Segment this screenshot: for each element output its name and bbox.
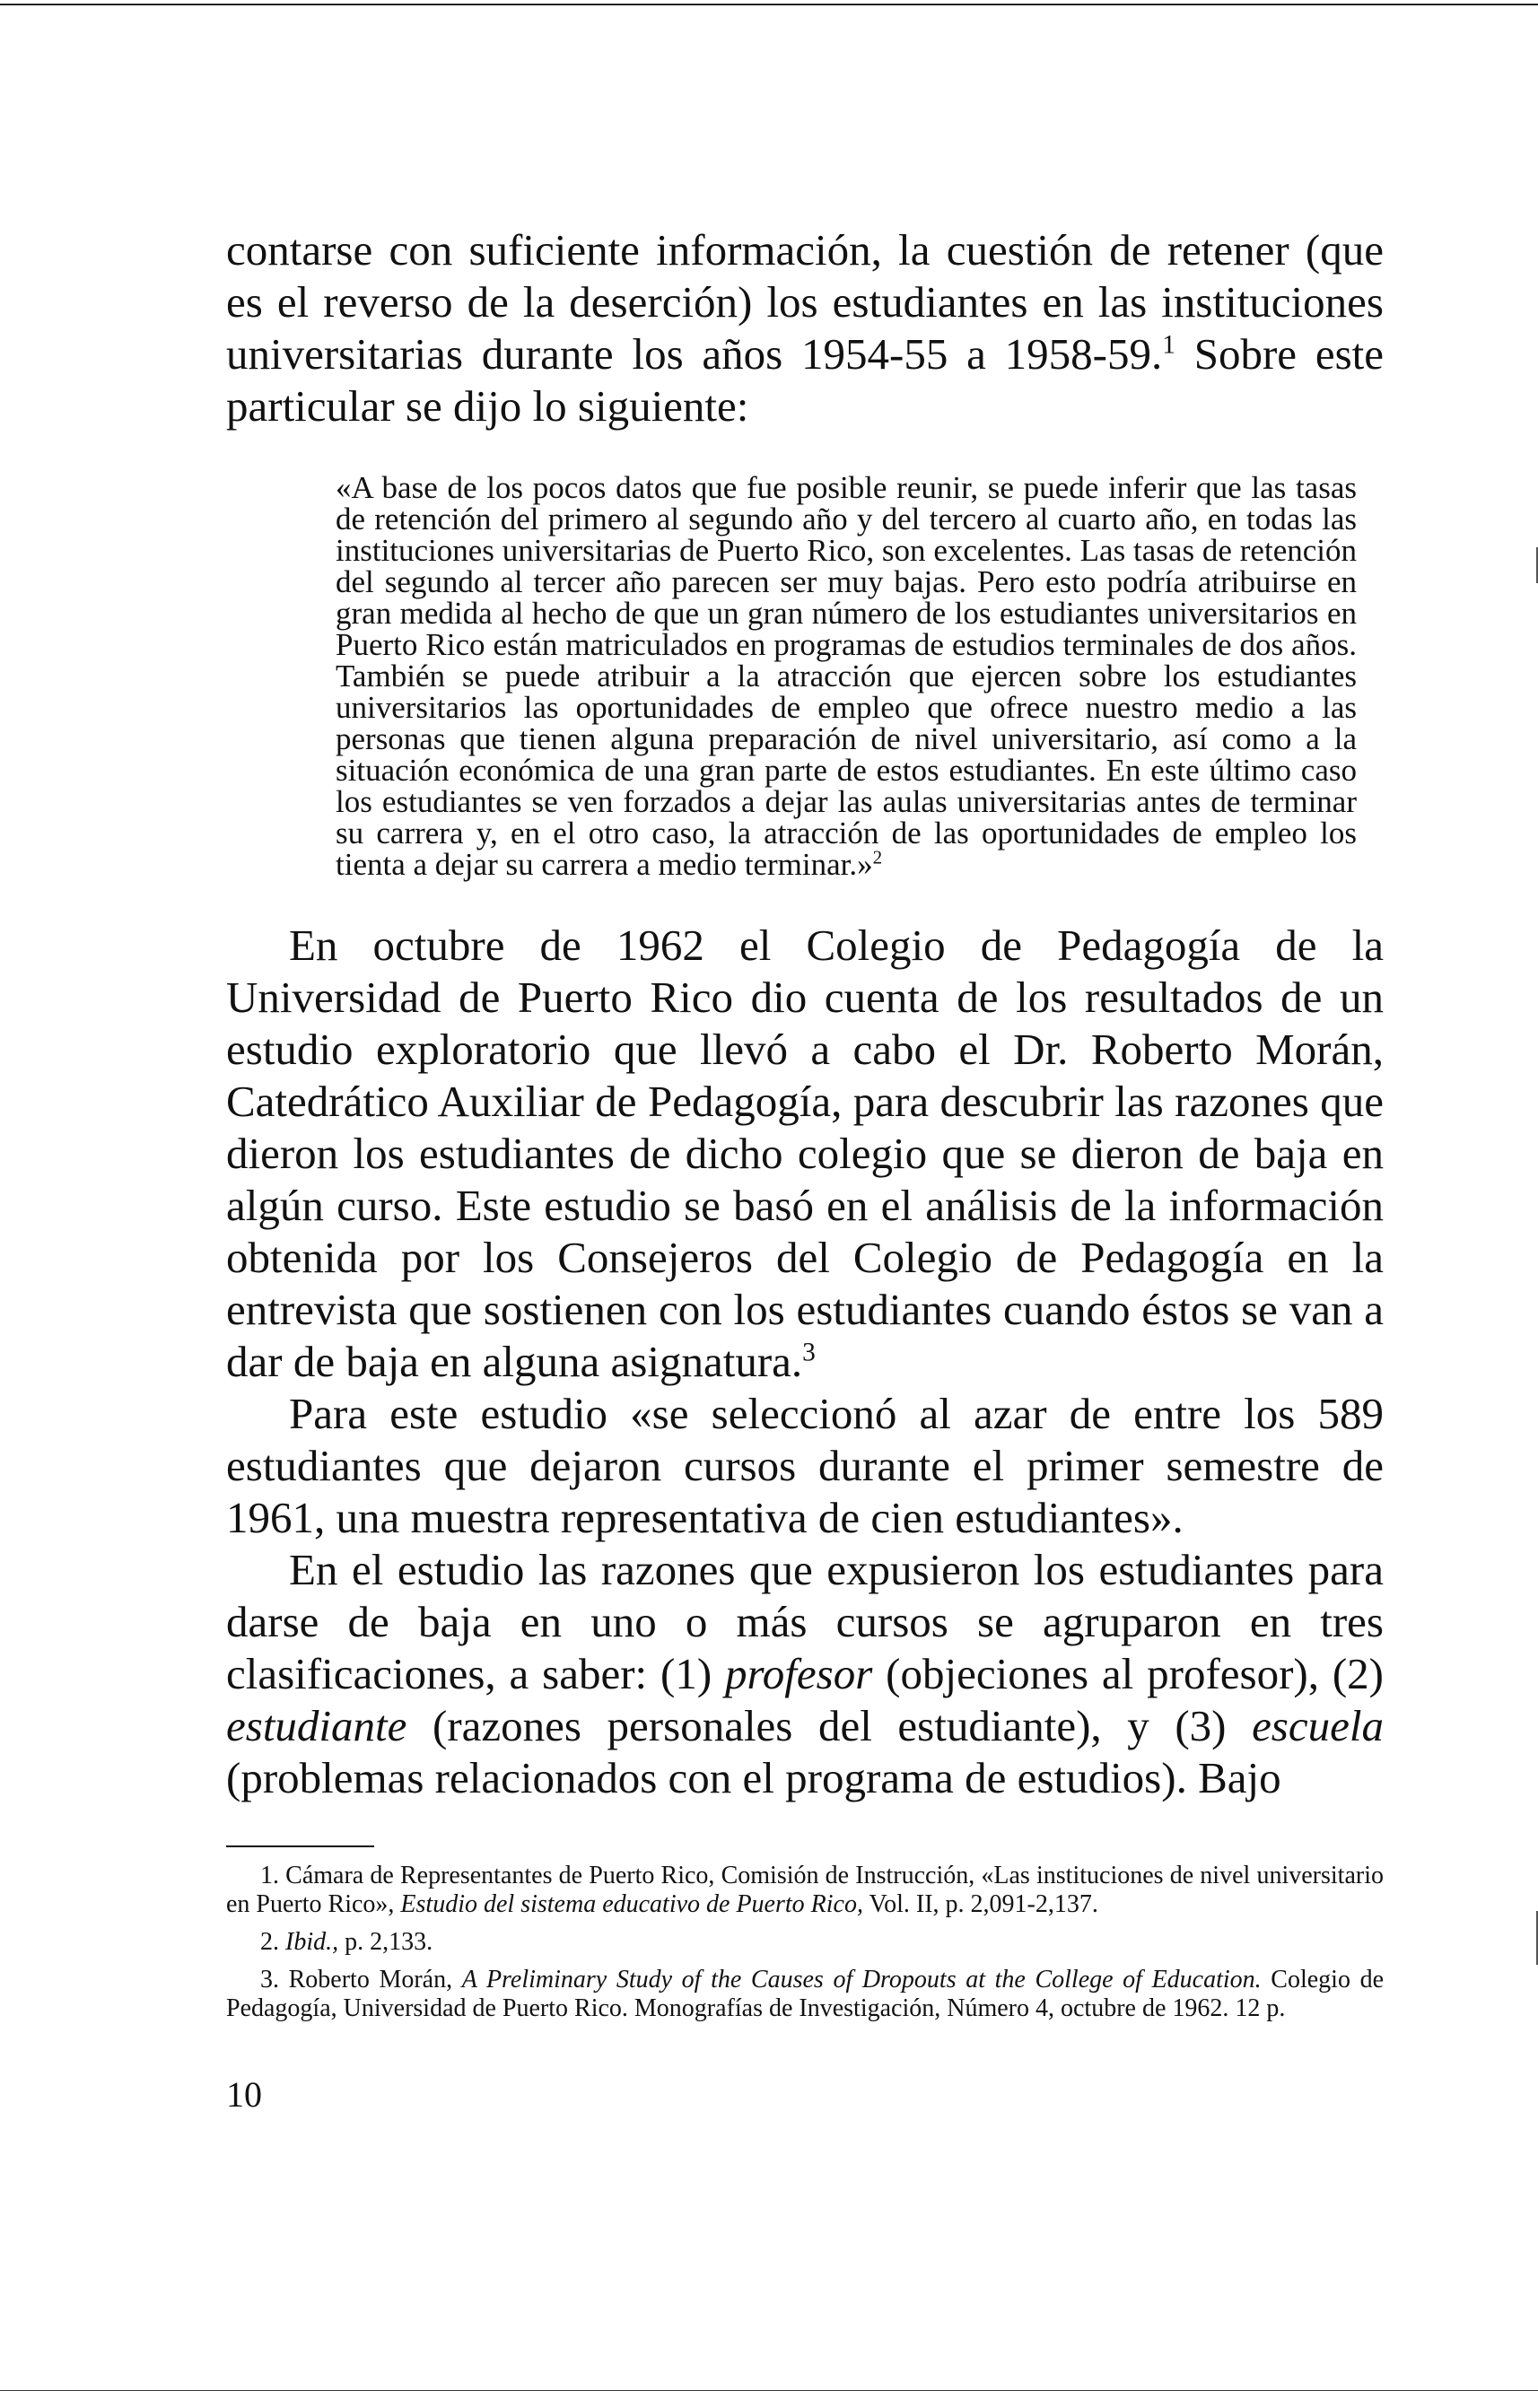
footnote-3 [226,1966,1384,2023]
document-page [226,224,1384,2115]
footnote-3-italic: A Preliminary Study of the Causes of Dropouts at the College of Education. [461,1966,1262,1994]
paragraph-4-text-c: (razones personales del estudiante), y (3) [406,1701,1253,1750]
footnote-ref-1: 1 [1162,330,1175,360]
footnote-divider [226,1845,374,1847]
footnote-1-italic: Estudio del sistema educativo de Puerto Rico, [400,1890,863,1918]
footnote-3-text-a: 3. Roberto Morán, [260,1966,462,1994]
footnote-ref-2: 2 [872,846,883,868]
paragraph-2 [226,920,1384,1388]
paragraph-4-text-b: (objeciones al profesor), (2) [872,1649,1384,1698]
quote-text: «A base de los pocos datos que fue posible reunir, se puede inferir que las tasas de retención del primero al segundo año y del tercero al cuarto año, en todas las instituciones universitarias de Puerto Rico, son excelentes. Las tasas de retención del segundo al tercer año parecen ser muy bajas. Pero esto podría atribuirse en gran medida al hecho de que un gran número de los estudiantes universitarios en Puerto Rico están matriculados en programas de estudios terminales de dos años. También se puede atribuir a la atracción que ejercen sobre los estudiantes universitarios las oportunidades de empleo que ofrece nuestro medio a las personas que tienen alguna preparación de nivel universitario, así como a la situación económica de una gran parte de estos estudiantes. En este último caso los estudiantes se ven forzados a dejar las aulas universitarias antes de terminar su carrera y, en el otro caso, la atracción de las oportunidades de empleo los tienta a dejar su carrera a medio terminar.» [336,470,1357,882]
page-number: 10 [226,2074,262,2115]
paragraph-4-italic-profesor: profesor [725,1649,873,1698]
top-scan-edge [0,4,1538,5]
footnote-2-italic: Ibid., [285,1928,339,1956]
paragraph-4-italic-estudiante: estudiante [226,1701,407,1750]
footnote-3-text-b: Colegio de Pedagogía, Universidad de Puerto Rico. Monografías de Investigación, Número 4, octubre de 1962. 12 p. [226,1966,1385,2022]
paragraph-4 [226,1544,1384,1804]
paragraph-4-text-d: (problemas relacionados con el programa de estudios). Bajo [226,1753,1281,1802]
paragraph-1-text: contarse con suficiente información, la cuestión de retener (que es el reverso de la deserción) los estudiantes en las instituciones universitarias durante los años 1954-55 a 1958-59. [226,225,1384,379]
footnote-2-text-b: p. 2,133. [338,1928,433,1956]
footnote-1-text-b: Vol. II, p. 2,091-2,137. [862,1890,1098,1918]
paragraph-1-tail: Sobre este particular se dijo lo siguiente: [226,329,1384,431]
footnotes [226,1862,1384,2023]
footnote-1 [226,1862,1384,1919]
footnote-1-text-a: 1. Cámara de Representantes de Puerto Rico, Comisión de Instrucción, «Las instituciones de nivel universitario en Puerto Rico», [226,1862,1384,1918]
footnote-ref-3: 3 [802,1338,816,1367]
paragraph-2-text: En octubre de 1962 el Colegio de Pedagogía de la Universidad de Puerto Rico dio cuenta de los resultados de un estudio exploratorio que llevó a cabo el Dr. Roberto Morán, Catedrático Auxiliar de Pedagogía, para descubrir las razones que dieron los estudiantes de dicho colegio que se dieron de baja en algún curso. Este estudio se basó en el análisis de la información obtenida por los Consejeros del Colegio de Pedagogía en la entrevista que sostienen con los estudiantes cuando éstos se van a dar de baja en alguna asignatura. [226,920,1384,1386]
paragraph-1 [226,224,1384,432]
bottom-scan-edge [0,2390,1538,2391]
footnote-2-text-a: 2. [260,1928,285,1956]
paragraph-4-italic-escuela: escuela [1252,1701,1384,1750]
paragraph-3: Para este estudio «se seleccionó al azar de entre los 589 estudiantes que dejaron cursos durante el primer semestre de 1961, una muestra representativa de cien estudiantes». [226,1389,1384,1542]
footnote-2 [226,1928,1384,1957]
paragraph-4-text-a: En el estudio las razones que expusieron los estudiantes para darse de baja en uno o más cursos se agruparon en tres clasificaciones, a saber: (1) [226,1545,1384,1698]
block-quote [336,472,1357,880]
